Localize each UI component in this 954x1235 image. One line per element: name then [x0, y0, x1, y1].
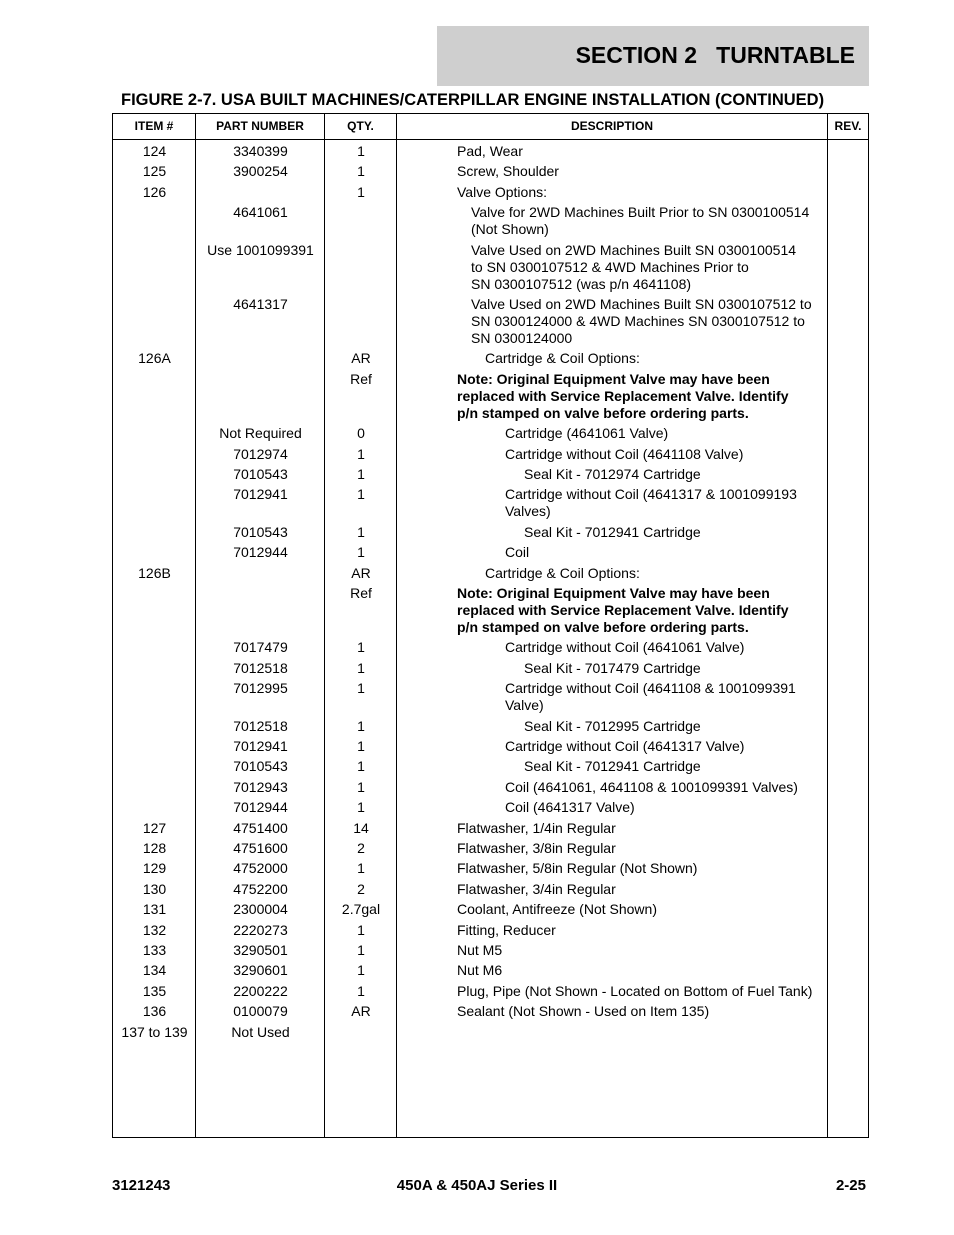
- item-cell: 135: [142, 982, 167, 999]
- description-cell: Fitting, Reducer: [457, 921, 556, 938]
- qty-cell: 1: [357, 544, 365, 561]
- parts-table: [112, 113, 869, 1138]
- description-cell: Flatwasher, 3/8in Regular: [457, 840, 616, 856]
- part-number-cell: 7012518: [233, 717, 288, 734]
- table-row: [113, 585, 868, 636]
- item-cell: 131: [142, 901, 167, 918]
- description-cell: Sealant (Not Shown - Used on Item 135): [457, 1003, 710, 1020]
- table-row: [113, 983, 868, 1000]
- table-row: [113, 1024, 868, 1041]
- item-cell: 126B: [138, 564, 171, 581]
- qty-cell: 1: [357, 778, 365, 795]
- footer-page-number: 2-25: [835, 1177, 866, 1194]
- part-number-cell: 7010543: [233, 758, 288, 775]
- qty-cell: 14: [353, 819, 369, 836]
- qty-cell: 1: [357, 445, 365, 462]
- table-row: [113, 524, 868, 541]
- table-row: [113, 143, 868, 160]
- footer-model: 450A & 450AJ Series II: [396, 1177, 558, 1194]
- table-row: [113, 350, 868, 367]
- part-number-cell: 3290501: [233, 942, 288, 958]
- qty-cell: AR: [351, 350, 371, 367]
- description-cell: Seal Kit - 7012941 Cartridge: [524, 523, 701, 540]
- part-number-cell: 2300004: [233, 901, 288, 918]
- qty-cell: 2: [357, 840, 365, 856]
- description-cell: Nut M6: [457, 962, 503, 979]
- description-cell: Screw, Shoulder: [457, 163, 559, 180]
- item-cell: 132: [142, 921, 167, 938]
- part-number-cell: 4752000: [233, 860, 288, 877]
- qty-cell: 1: [357, 143, 365, 159]
- item-cell: 126A: [138, 350, 171, 367]
- part-number-cell: 3340399: [233, 143, 288, 159]
- qty-cell: 1: [357, 921, 365, 938]
- description-cell: Cartridge without Coil (4641317 Valve): [505, 738, 745, 754]
- item-cell: 133: [142, 942, 167, 958]
- description-cell: Seal Kit - 7012974 Cartridge: [524, 466, 701, 482]
- qty-cell: 1: [357, 717, 365, 734]
- table-row: [113, 660, 868, 677]
- qty-cell: 2: [357, 880, 365, 897]
- table-row: [113, 758, 868, 775]
- footer-doc-number: 3121243: [112, 1177, 171, 1194]
- description-cell: Flatwasher, 3/4in Regular: [457, 880, 616, 897]
- description-cell: Flatwasher, 5/8in Regular (Not Shown): [457, 860, 698, 877]
- item-cell: 136: [142, 1003, 167, 1020]
- table-row: [113, 840, 868, 857]
- description-cell: Coil (4641317 Valve): [505, 799, 635, 816]
- part-number-cell: 4751600: [233, 840, 288, 856]
- table-row: [113, 639, 868, 656]
- part-number-cell: 7012944: [233, 799, 288, 816]
- description-cell: Coolant, Antifreeze (Not Shown): [457, 901, 657, 918]
- description-cell: Cartridge without Coil (4641108 Valve): [505, 445, 744, 462]
- table-row: [113, 296, 868, 347]
- part-number-cell: Not Required: [219, 425, 302, 442]
- table-row: [113, 466, 868, 483]
- table-row: [113, 565, 868, 582]
- description-cell: Note: Original Equipment Valve may have been replaced with Service Replacement Valve. Identify p/n stamped on valve before ordering parts.: [457, 370, 789, 421]
- description-cell: Seal Kit - 7012995 Cartridge: [524, 717, 701, 734]
- part-number-cell: 7012943: [233, 778, 288, 795]
- part-number-cell: 7012518: [233, 659, 288, 676]
- description-cell: Seal Kit - 7017479 Cartridge: [524, 659, 701, 676]
- part-number-cell: 2200222: [233, 982, 288, 999]
- part-number-cell: 7010543: [233, 523, 288, 540]
- qty-cell: 1: [357, 639, 365, 656]
- part-number-cell: 7012941: [233, 486, 288, 503]
- qty-cell: Ref: [350, 585, 372, 601]
- qty-cell: AR: [351, 564, 371, 581]
- table-row: [113, 486, 868, 520]
- header-part-number: PART NUMBER: [216, 119, 304, 133]
- header-divider: [113, 139, 868, 140]
- qty-cell: 1: [357, 942, 365, 958]
- description-cell: Seal Kit - 7012941 Cartridge: [524, 758, 701, 775]
- table-row: [113, 718, 868, 735]
- part-number-cell: 7012974: [233, 445, 288, 462]
- qty-cell: 1: [357, 799, 365, 816]
- qty-cell: 1: [357, 183, 365, 200]
- table-row: [113, 922, 868, 939]
- item-cell: 129: [142, 860, 167, 877]
- item-cell: 137 to 139: [121, 1023, 188, 1040]
- table-row: [113, 942, 868, 959]
- description-cell: Valve Used on 2WD Machines Built SN 0300100514 to SN 0300107512 & 4WD Machines Prior to SN 0300107512 (was p/n 4641108): [471, 241, 797, 292]
- section-header-box: [437, 26, 869, 86]
- description-cell: Cartridge & Coil Options:: [485, 350, 640, 367]
- table-row: [113, 544, 868, 561]
- table-row: [113, 184, 868, 201]
- part-number-cell: 7012941: [233, 738, 288, 754]
- description-cell: Pad, Wear: [457, 143, 523, 159]
- item-cell: 130: [142, 880, 167, 897]
- part-number-cell: Use 1001099391: [207, 241, 314, 258]
- figure-title: FIGURE 2-7. USA BUILT MACHINES/CATERPILLAR ENGINE INSTALLATION (CONTINUED): [121, 91, 825, 109]
- description-cell: Plug, Pipe (Not Shown - Located on Bottom of Fuel Tank): [457, 982, 813, 999]
- qty-cell: 2.7gal: [341, 901, 381, 918]
- qty-cell: 1: [357, 163, 365, 180]
- header-qty: QTY.: [347, 119, 374, 133]
- part-number-cell: 0100079: [233, 1003, 288, 1020]
- description-cell: Coil (4641061, 4641108 & 1001099391 Valves): [505, 778, 798, 795]
- part-number-cell: 2220273: [233, 921, 288, 938]
- qty-cell: 1: [357, 486, 365, 503]
- table-row: [113, 799, 868, 816]
- part-number-cell: 7012944: [233, 544, 288, 561]
- qty-cell: 1: [357, 962, 365, 979]
- header-item: ITEM #: [134, 119, 174, 133]
- part-number-cell: 4641061: [233, 204, 288, 221]
- description-cell: Valve for 2WD Machines Built Prior to SN 0300100514 (Not Shown): [471, 204, 810, 238]
- table-row: [113, 779, 868, 796]
- part-number-cell: 7017479: [233, 639, 288, 656]
- description-cell: Coil: [505, 544, 530, 561]
- item-cell: 125: [142, 163, 167, 180]
- table-row: [113, 962, 868, 979]
- table-row: [113, 738, 868, 755]
- description-cell: Note: Original Equipment Valve may have been replaced with Service Replacement Valve. Identify p/n stamped on valve before ordering parts.: [457, 585, 789, 635]
- description-cell: Valve Options:: [457, 183, 548, 200]
- item-cell: 126: [142, 183, 167, 200]
- table-row: [113, 204, 868, 238]
- qty-cell: AR: [351, 1003, 371, 1020]
- description-cell: Cartridge without Coil (4641108 & 1001099391 Valve): [505, 680, 796, 714]
- qty-cell: 1: [357, 523, 365, 540]
- qty-cell: 1: [357, 659, 365, 676]
- header-rev: REV.: [834, 119, 862, 133]
- table-row: [113, 446, 868, 463]
- description-cell: Cartridge without Coil (4641061 Valve): [505, 639, 745, 656]
- description-cell: Nut M5: [457, 942, 503, 958]
- part-number-cell: 4641317: [233, 296, 288, 312]
- section-title: SECTION 2 TURNTABLE: [575, 42, 855, 68]
- qty-cell: 0: [357, 425, 365, 442]
- part-number-cell: 3290601: [233, 962, 288, 979]
- description-cell: Flatwasher, 1/4in Regular: [457, 819, 616, 836]
- item-cell: 128: [142, 840, 167, 856]
- table-row: [113, 901, 868, 918]
- description-cell: Valve Used on 2WD Machines Built SN 0300107512 to SN 0300124000 & 4WD Machines SN 0300107512 to SN 0300124000: [471, 296, 812, 346]
- part-number-cell: 4751400: [233, 819, 288, 836]
- table-row: [113, 371, 868, 422]
- part-number-cell: 7010543: [233, 466, 288, 482]
- description-cell: Cartridge without Coil (4641317 & 1001099193 Valves): [505, 486, 797, 520]
- part-number-cell: 7012995: [233, 680, 288, 697]
- table-row: [113, 1003, 868, 1020]
- qty-cell: 1: [357, 982, 365, 999]
- table-row: [113, 820, 868, 837]
- qty-cell: 1: [357, 758, 365, 775]
- qty-cell: 1: [357, 680, 365, 697]
- description-cell: Cartridge (4641061 Valve): [505, 425, 669, 442]
- qty-cell: Ref: [350, 370, 372, 387]
- item-cell: 124: [142, 143, 167, 159]
- table-row: [113, 163, 868, 180]
- table-row: [113, 860, 868, 877]
- header-description: DESCRIPTION: [570, 119, 653, 133]
- part-number-cell: Not Used: [231, 1023, 290, 1040]
- qty-cell: 1: [357, 466, 365, 482]
- table-row: [113, 242, 868, 293]
- table-row: [113, 680, 868, 714]
- item-cell: 127: [142, 819, 167, 836]
- part-number-cell: 3900254: [233, 163, 288, 180]
- part-number-cell: 4752200: [233, 880, 288, 897]
- qty-cell: 1: [357, 860, 365, 877]
- description-cell: Cartridge & Coil Options:: [485, 564, 640, 581]
- table-row: [113, 425, 868, 442]
- item-cell: 134: [142, 962, 167, 979]
- table-row: [113, 881, 868, 898]
- qty-cell: 1: [357, 738, 365, 754]
